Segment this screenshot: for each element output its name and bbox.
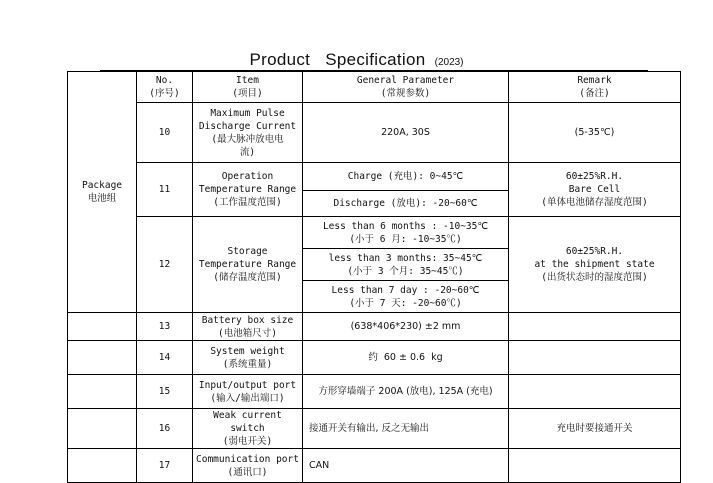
row-remark: (5-35℃) [509,103,681,163]
row-item: System weight (系统重量) [193,341,303,375]
row-no: 12 [137,217,193,313]
package-cell [68,72,137,313]
row-remark [509,449,681,483]
row-item: Weak current switch (弱电开关) [193,409,303,449]
row-remark: 60±25%R.H. at the shipment state (出货状态时的湿度范围) [509,217,681,313]
table-row [68,103,681,163]
row-no: 11 [137,163,193,217]
table-row [68,217,681,249]
package-blank [68,313,137,341]
row-item: Communication port (通讯口) [193,449,303,483]
header-param: General Parameter (常规参数) [303,72,509,103]
row-param-charge: Charge (充电): 0~45℃ [303,163,509,191]
header-item: Item (项目) [193,72,303,103]
row-item: Storage Temperature Range (储存温度范围) [193,217,303,313]
row-item: Maximum Pulse Discharge Current (最大脉冲放电电 流) [193,103,303,163]
row-item: Operation Temperature Range (工作温度范围) [193,163,303,217]
row-param: 约 60 ± 0.6 kg [303,341,509,375]
package-label-cn: 电池组 [87,193,117,204]
package-blank [68,449,137,483]
row-param: 接通开关有输出, 反之无输出 [303,409,509,449]
row-remark [509,313,681,341]
row-remark: 60±25%R.H. Bare Cell (单体电池储存湿度范围) [509,163,681,217]
row-param: 方形穿墙端子 200A (放电), 125A (充电) [303,375,509,409]
row-no: 15 [137,375,193,409]
row-remark: 充电时要接通开关 [509,409,681,449]
table-row [68,409,681,449]
document-title [0,50,713,70]
row-param: (638*406*230) ±2 mm [303,313,509,341]
row-no: 10 [137,103,193,163]
title-text: Product Specification [249,50,426,69]
row-no: 16 [137,409,193,449]
row-item: Battery box size (电池箱尺寸) [193,313,303,341]
row-param-discharge: Discharge (放电): -20~60℃ [303,191,509,217]
package-label-en: Package [81,180,123,191]
row-param-3months: less than 3 months: 35~45℃ (小于 3 个月: 35~45℃) [303,249,509,281]
title-year: (2023) [434,57,464,68]
row-no: 14 [137,341,193,375]
table-row [68,341,681,375]
table-row [68,375,681,409]
row-remark [509,341,681,375]
table-row [68,449,681,483]
row-param-7day: Less than 7 day : -20~60℃ (小于 7 天: -20~60℃) [303,281,509,313]
spec-table [67,71,681,483]
row-param: CAN [303,449,509,483]
package-blank [68,341,137,375]
package-blank [68,409,137,449]
header-remark: Remark (备注) [509,72,681,103]
row-param-6months: Less than 6 months : -10~35℃ (小于 6 月: -10~35℃) [303,217,509,249]
table-row [68,313,681,341]
row-remark [509,375,681,409]
header-row [68,72,681,103]
row-param: 220A, 30S [303,103,509,163]
row-no: 17 [137,449,193,483]
header-no: No. (序号) [137,72,193,103]
table-row [68,163,681,191]
row-item: Input/output port (输入/输出端口) [193,375,303,409]
package-blank [68,375,137,409]
row-no: 13 [137,313,193,341]
